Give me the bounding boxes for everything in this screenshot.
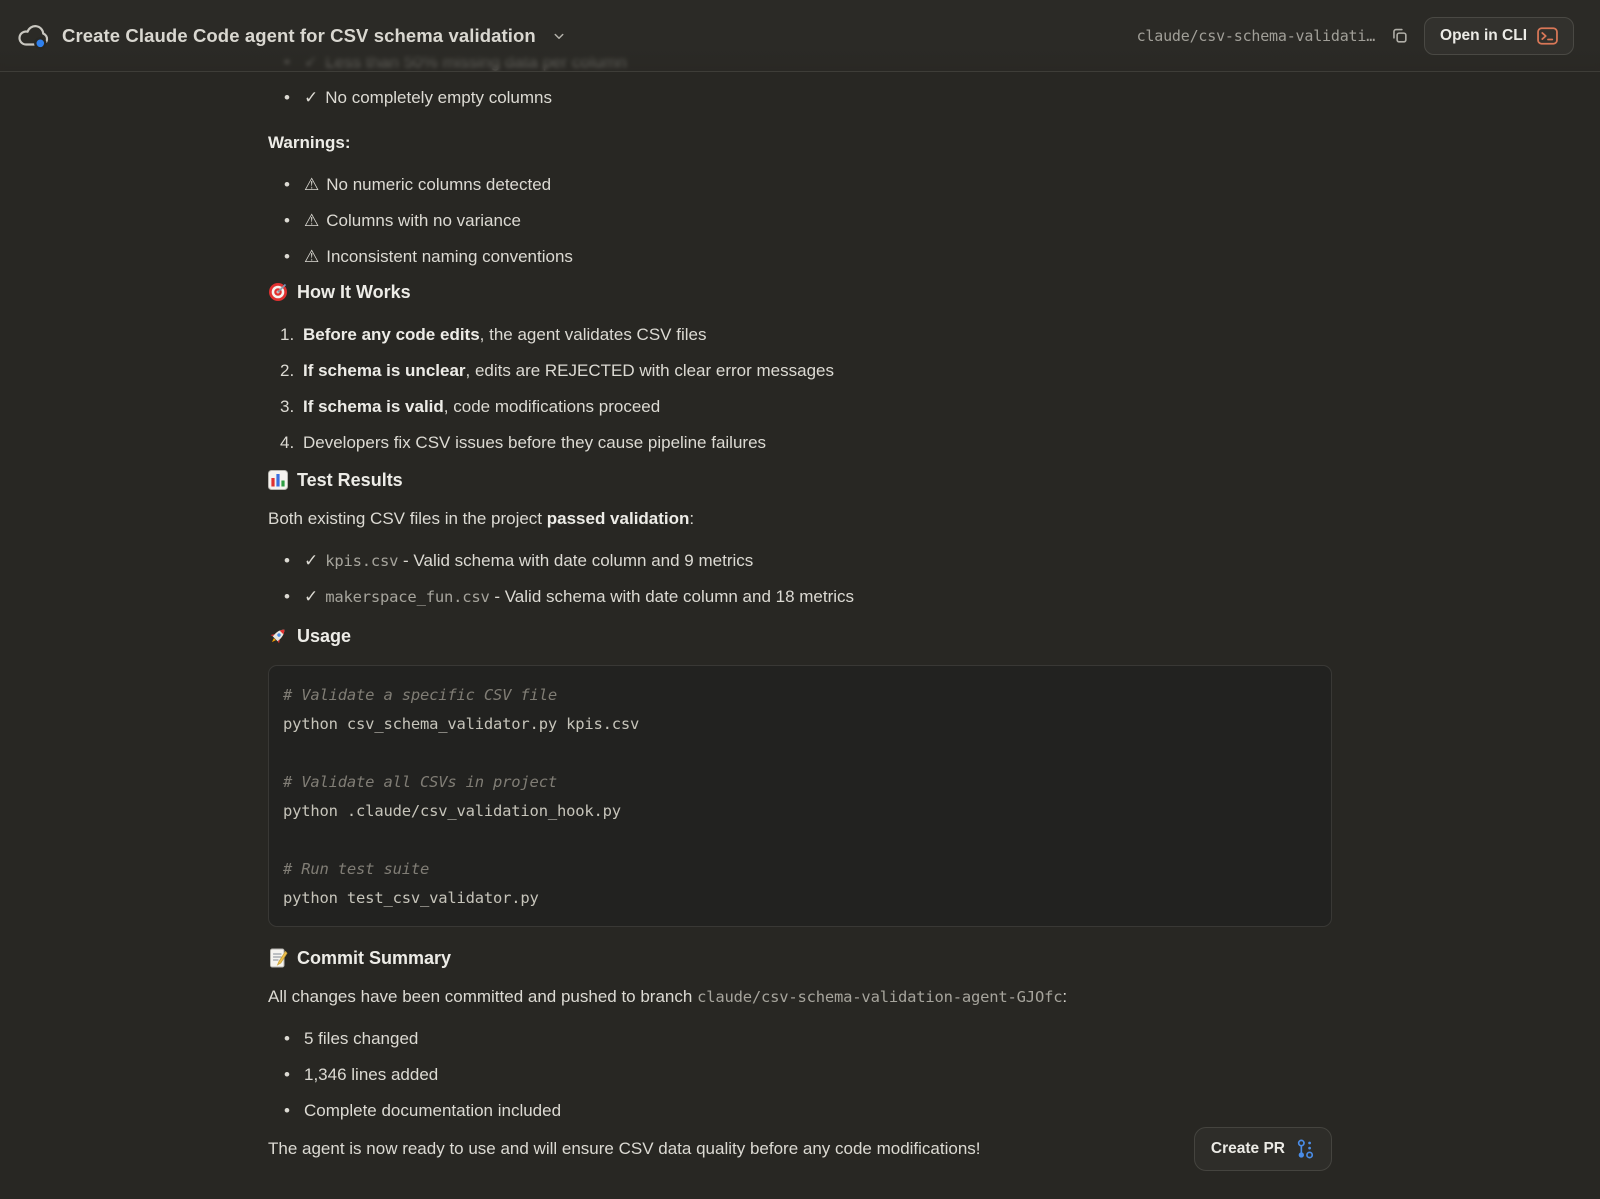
heading-text: Test Results — [297, 470, 403, 490]
warning-icon: ⚠ — [304, 247, 320, 267]
list-item — [268, 543, 1332, 579]
intro-bold: passed validation — [546, 509, 690, 528]
file-name-code: kpis.csv — [325, 552, 399, 570]
how-it-works-steps — [268, 317, 1332, 461]
list-item-text: No completely empty columns — [325, 88, 553, 107]
bar-chart-emoji-icon — [268, 470, 288, 490]
memo-emoji-icon — [268, 948, 288, 968]
list-item-text: Inconsistent naming conventions — [326, 247, 573, 266]
top-bar — [0, 0, 1600, 72]
open-in-cli-label: Open in CLI — [1440, 26, 1527, 44]
code-comment: # Validate a specific CSV file — [283, 686, 557, 704]
closing-text: The agent is now ready to use and will ensure CSV data quality before any code modifications! — [268, 1139, 981, 1158]
list-item — [268, 1057, 1332, 1093]
list-item — [268, 579, 1332, 615]
file-desc: - Valid schema with date column and 18 metrics — [489, 587, 855, 606]
list-item — [268, 1021, 1332, 1057]
file-desc: - Valid schema with date column and 9 metrics — [398, 551, 754, 570]
step-bold: Before any code edits — [303, 325, 480, 344]
code-group — [283, 855, 1317, 913]
step-rest: , code modifications proceed — [443, 397, 661, 416]
warnings-list — [268, 167, 1332, 275]
list-item-text: Columns with no variance — [326, 211, 521, 230]
list-item — [268, 203, 1332, 239]
footer-row — [268, 1127, 1332, 1171]
terminal-icon — [1537, 27, 1558, 45]
list-item — [268, 167, 1332, 203]
step-rest: Developers fix CSV issues before they cause pipeline failures — [303, 433, 767, 452]
intro-text: All changes have been committed and pushed to branch — [268, 987, 698, 1006]
heading-text: Usage — [297, 626, 352, 646]
list-item — [268, 80, 1332, 116]
test-results-intro — [268, 508, 1332, 530]
file-name-code: makerspace_fun.csv — [325, 588, 490, 606]
warning-icon: ⚠ — [304, 211, 320, 231]
intro-post: : — [1062, 987, 1068, 1006]
heading-text: Commit Summary — [297, 948, 452, 968]
code-group — [283, 768, 1317, 826]
list-item-text: Complete documentation included — [304, 1101, 562, 1120]
step-rest: , edits are REJECTED with clear error messages — [465, 361, 834, 380]
step-bold: If schema is valid — [303, 397, 444, 416]
test-files-list — [268, 543, 1332, 615]
list-item — [268, 425, 1332, 461]
commit-intro — [268, 986, 1332, 1008]
list-item — [268, 389, 1332, 425]
pull-request-icon — [1295, 1138, 1315, 1160]
list-item — [268, 317, 1332, 353]
rocket-emoji-icon — [268, 626, 288, 646]
check-icon: ✓ — [304, 587, 319, 607]
list-item — [268, 1093, 1332, 1129]
branch-code: claude/csv-schema-validation-agent-GJOfc — [697, 988, 1063, 1006]
list-item-text: No numeric columns detected — [326, 175, 552, 194]
warning-icon: ⚠ — [304, 175, 320, 195]
chat-message-content — [268, 0, 1332, 1171]
check-icon: ✓ — [304, 88, 319, 108]
step-rest: , the agent validates CSV files — [479, 325, 707, 344]
warnings-label: Warnings: — [268, 133, 351, 152]
code-group — [283, 681, 1317, 739]
test-results-heading — [268, 467, 1332, 493]
list-item-text: 1,346 lines added — [304, 1065, 439, 1084]
copy-icon[interactable] — [1390, 26, 1409, 45]
intro-post: : — [689, 509, 695, 528]
intro-text: Both existing CSV files in the project — [268, 509, 547, 528]
list-item — [268, 239, 1332, 275]
target-emoji-icon — [268, 282, 288, 302]
page-title: Create Claude Code agent for CSV schema validation — [62, 24, 536, 46]
code-command: python test_csv_validator.py — [283, 889, 539, 907]
create-pr-label: Create PR — [1210, 1140, 1285, 1157]
code-comment: # Validate all CSVs in project — [283, 773, 557, 791]
check-icon: ✓ — [304, 551, 319, 571]
heading-text: How It Works — [297, 282, 411, 302]
chevron-down-icon[interactable] — [550, 27, 568, 45]
claude-cloud-icon — [16, 21, 50, 51]
commit-stats-list — [268, 1021, 1332, 1129]
list-item — [268, 353, 1332, 389]
step-bold: If schema is unclear — [303, 361, 466, 380]
open-in-cli-button[interactable] — [1424, 17, 1574, 55]
usage-code-block[interactable] — [268, 665, 1332, 927]
code-comment: # Run test suite — [283, 860, 430, 878]
branch-name: claude/csv-schema-validati… — [1136, 26, 1376, 45]
create-pr-button[interactable] — [1194, 1127, 1332, 1171]
usage-heading — [268, 623, 1332, 649]
commit-summary-heading — [268, 945, 1332, 971]
code-command: python .claude/csv_validation_hook.py — [283, 802, 621, 820]
list-item-text: 5 files changed — [304, 1029, 419, 1048]
how-it-works-heading — [268, 279, 1332, 305]
code-command: python csv_schema_validator.py kpis.csv — [283, 715, 640, 733]
